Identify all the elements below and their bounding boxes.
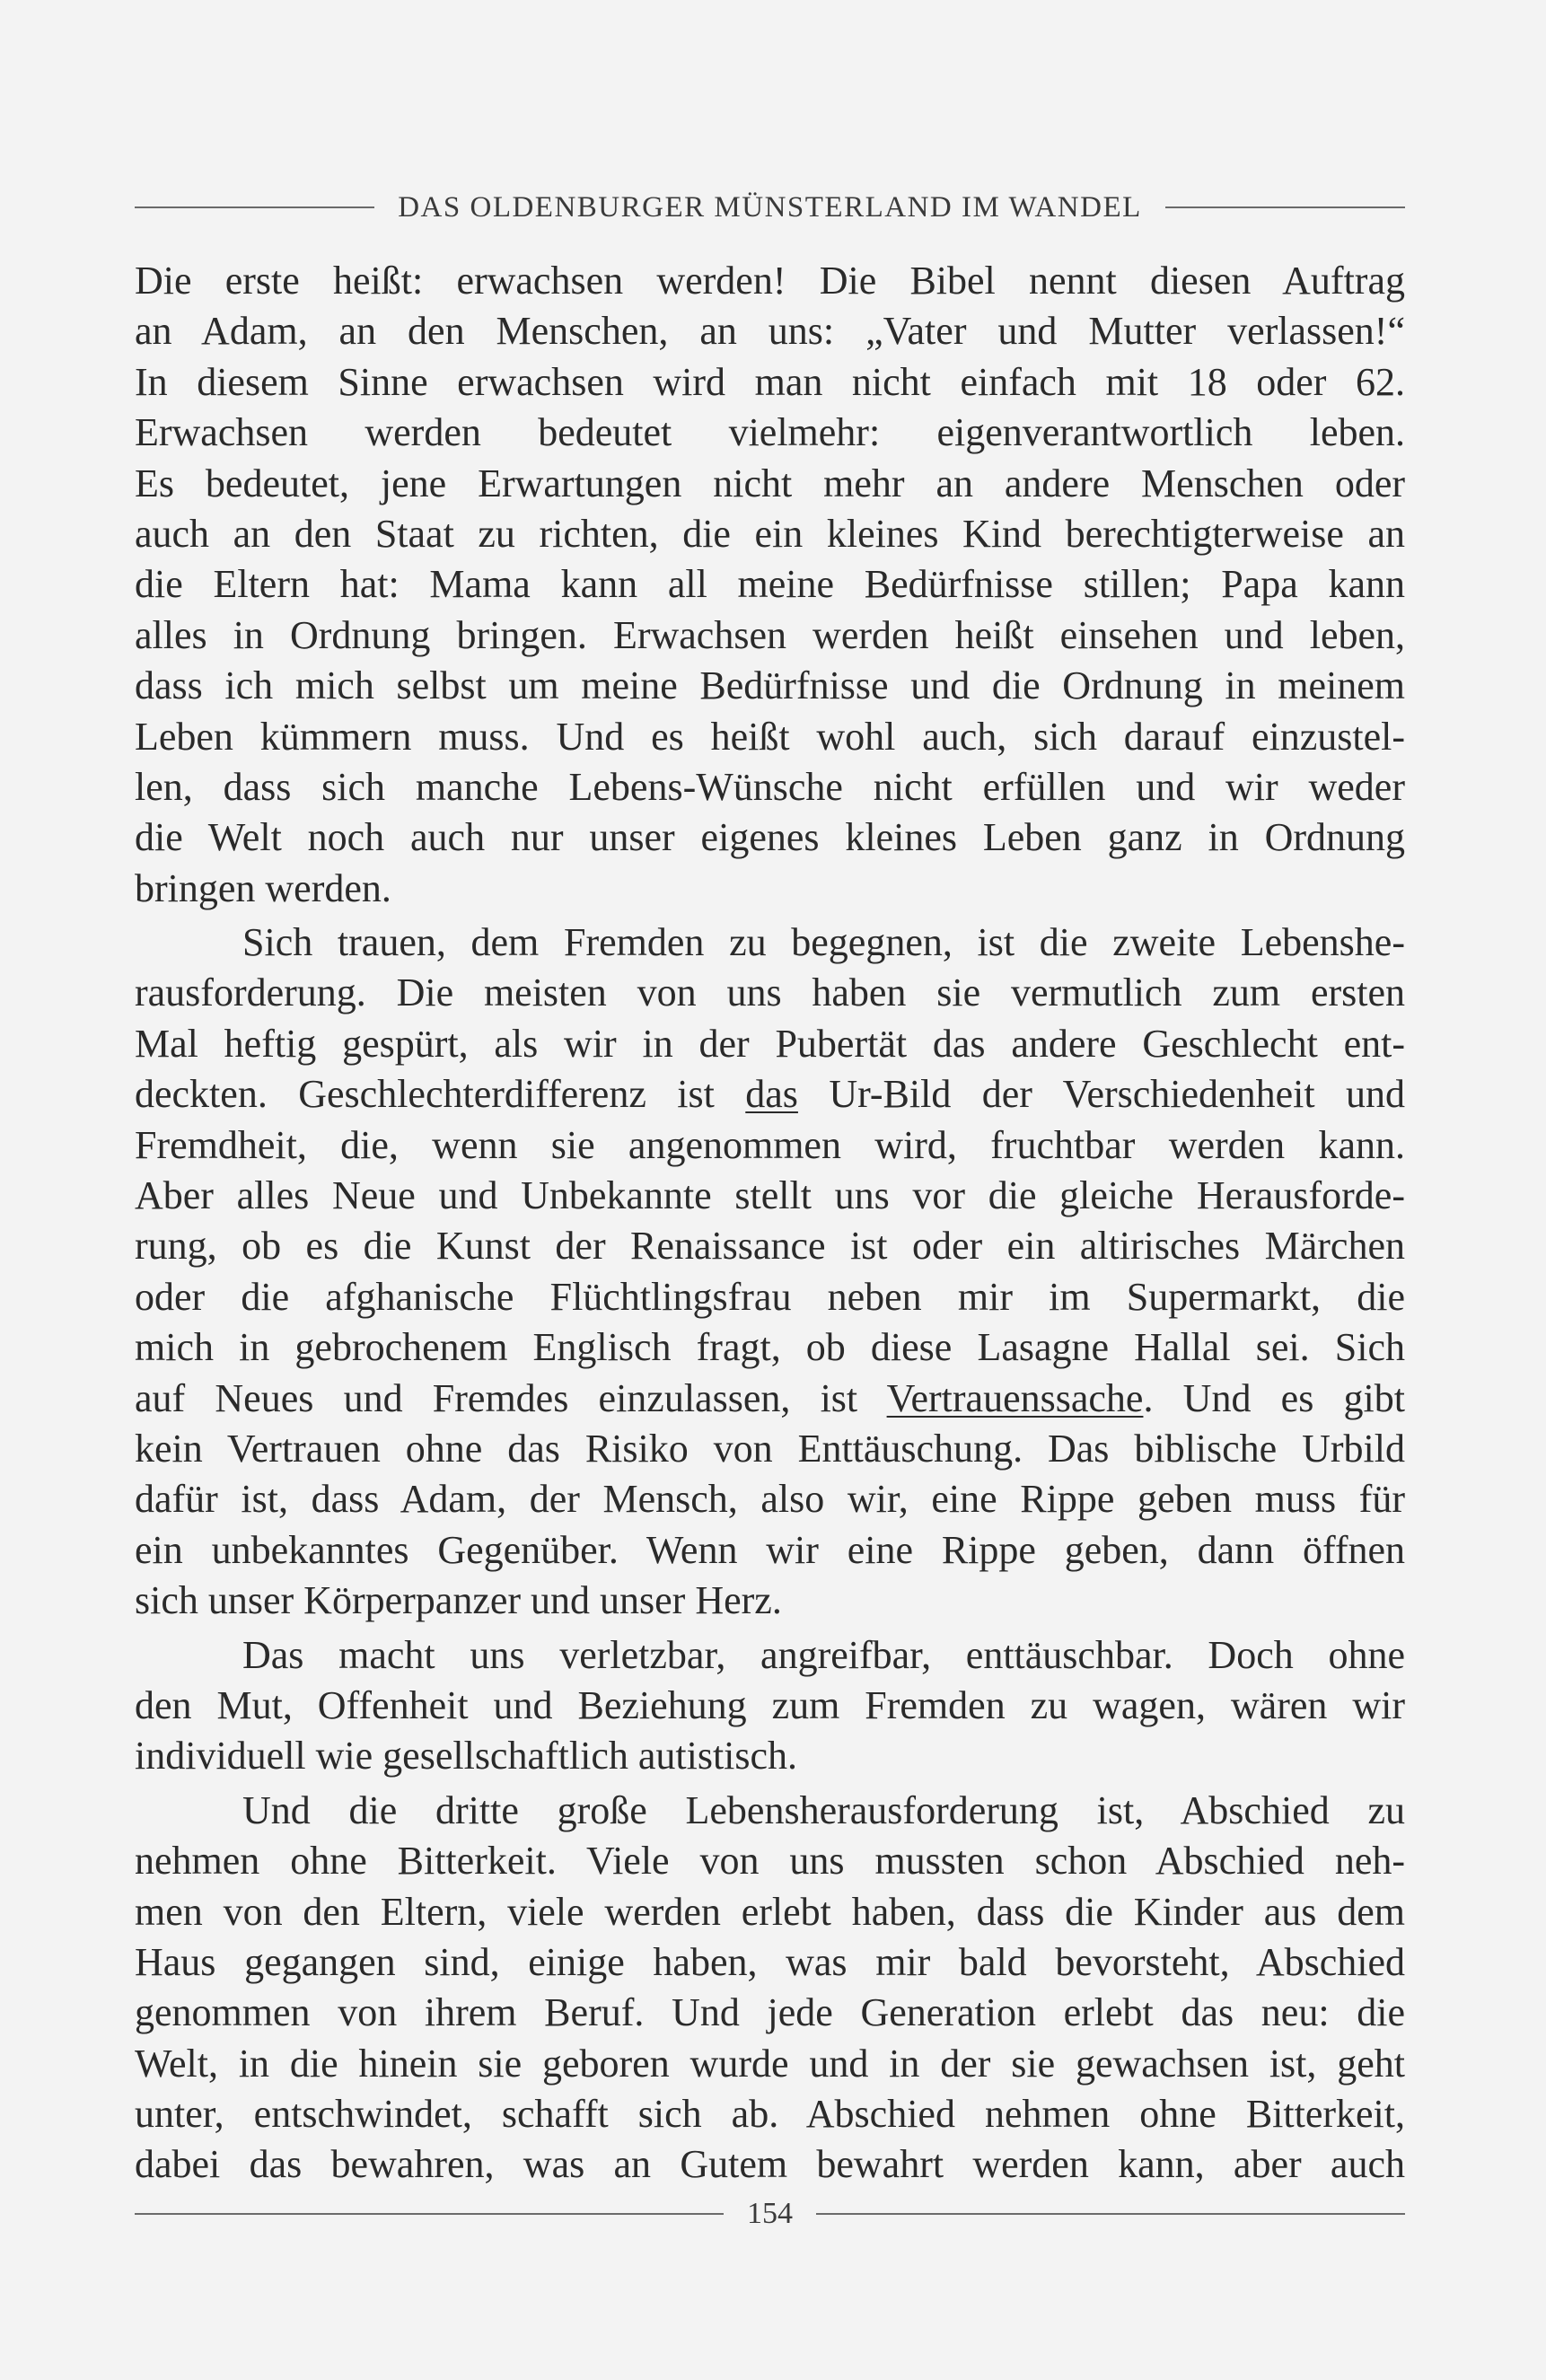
body-text — [135, 256, 1405, 2194]
text-line: Die erste heißt: erwachsen werden! Die Bibel nennt diesen Auftrag — [135, 259, 1405, 303]
text-line: Das macht uns verletzbar, angreifbar, enttäuschbar. Doch ohne — [242, 1632, 1405, 1677]
text-line: kein Vertrauen ohne das Risiko von Enttäuschung. Das biblische Urbild — [135, 1426, 1405, 1471]
text-line-with-underline — [135, 1374, 1405, 1424]
footer-rule-left — [135, 2213, 724, 2215]
text-segment: auf Neues und Fremdes einzulassen, ist — [135, 1375, 887, 1420]
paragraph-1 — [135, 256, 1405, 914]
running-title: DAS OLDENBURGER MÜNSTERLAND IM WANDEL — [398, 190, 1142, 224]
text-line: dafür ist, dass Adam, der Mensch, also wir, eine Rippe geben muss für — [135, 1477, 1405, 1522]
text-segment: . Und es gibt — [1143, 1375, 1405, 1420]
header-rule-left — [135, 206, 374, 208]
text-line: die Eltern hat: Mama kann all meine Bedürfnisse stillen; Papa kann — [135, 562, 1405, 607]
underlined-word: Vertrauenssache — [886, 1375, 1144, 1420]
text-line: Fremdheit, die, wenn sie angenommen wird, fruchtbar werden kann. — [135, 1122, 1405, 1167]
text-line: individuell wie gesellschaftlich autistisch. — [135, 1734, 798, 1778]
text-line: Welt, in die hinein sie geboren wurde und in der sie gewachsen ist, geht — [135, 2041, 1405, 2086]
text-line: Erwachsen werden bedeutet vielmehr: eigenverantwortlich leben. — [135, 410, 1405, 455]
text-line: unter, entschwindet, schafft sich ab. Abschied nehmen ohne Bitterkeit, — [135, 2092, 1405, 2137]
header-rule-right — [1165, 206, 1405, 208]
text-line: len, dass sich manche Lebens-Wünsche nicht erfüllen und wir weder — [135, 764, 1405, 809]
text-line: Aber alles Neue und Unbekannte stellt uns vor die gleiche Herausforde- — [135, 1173, 1405, 1218]
text-line: auch an den Staat zu richten, die ein kleines Kind berechtigterweise an — [135, 511, 1405, 556]
text-line: genommen von ihrem Beruf. Und jede Generation erlebt das neu: die — [135, 1990, 1405, 2035]
text-line: Sich trauen, dem Fremden zu begegnen, ist die zweite Lebenshe- — [242, 920, 1405, 965]
text-line: ein unbekanntes Gegenüber. Wenn wir eine Rippe geben, dann öffnen — [135, 1527, 1405, 1572]
page-footer — [135, 2195, 1405, 2233]
paragraph-3 — [135, 1630, 1405, 1782]
text-line: Haus gegangen sind, einige haben, was mir bald bevorsteht, Abschied — [135, 1939, 1405, 1984]
text-line: sich unser Körperpanzer und unser Herz. — [135, 1578, 782, 1623]
text-line: alles in Ordnung bringen. Erwachsen werden heißt einsehen und leben, — [135, 612, 1405, 657]
footer-rule-right — [816, 2213, 1405, 2215]
text-line-with-underline — [135, 1069, 1405, 1120]
text-line: nehmen ohne Bitterkeit. Viele von uns mussten schon Abschied neh- — [135, 1839, 1405, 1884]
text-segment: Ur-Bild der Verschiedenheit und — [797, 1072, 1405, 1117]
book-page — [135, 0, 1405, 2380]
text-line: rung, ob es die Kunst der Renaissance ist oder ein altirisches Märchen — [135, 1224, 1405, 1269]
text-line: dass ich mich selbst um meine Bedürfnisse und die Ordnung in meinem — [135, 663, 1405, 708]
text-line: Mal heftig gespürt, als wir in der Pubertät das andere Geschlecht ent- — [135, 1021, 1405, 1066]
text-line: oder die afghanische Flüchtlingsfrau neben mir im Supermarkt, die — [135, 1274, 1405, 1319]
text-line: an Adam, an den Menschen, an uns: „Vater und Mutter verlassen!“ — [135, 309, 1405, 354]
text-line: men von den Eltern, viele werden erlebt haben, dass die Kinder aus dem — [135, 1889, 1405, 1934]
paragraph-4 — [135, 1786, 1405, 2191]
text-line: die Welt noch auch nur unser eigenes kleines Leben ganz in Ordnung — [135, 815, 1405, 860]
running-header — [135, 187, 1405, 228]
page-number: 154 — [747, 2197, 793, 2230]
text-line: In diesem Sinne erwachsen wird man nicht einfach mit 18 oder 62. — [135, 359, 1405, 404]
text-line: mich in gebrochenem Englisch fragt, ob diese Lasagne Hallal sei. Sich — [135, 1325, 1405, 1370]
text-line: Es bedeutet, jene Erwartungen nicht mehr an andere Menschen oder — [135, 461, 1405, 505]
paragraph-2 — [135, 918, 1405, 1626]
text-line: den Mut, Offenheit und Beziehung zum Fremden zu wagen, wären wir — [135, 1682, 1405, 1727]
underlined-word: das — [745, 1072, 798, 1117]
text-line: rausforderung. Die meisten von uns haben sie vermutlich zum ersten — [135, 970, 1405, 1015]
text-line: dabei das bewahren, was an Gutem bewahrt werden kann, aber auch — [135, 2142, 1405, 2187]
text-line: bringen werden. — [135, 865, 391, 910]
text-segment: deckten. Geschlechterdifferenz ist — [135, 1072, 746, 1117]
text-line: Und die dritte große Lebensherausforderung ist, Abschied zu — [242, 1787, 1405, 1832]
text-line: Leben kümmern muss. Und es heißt wohl auch, sich darauf einzustel- — [135, 714, 1405, 759]
